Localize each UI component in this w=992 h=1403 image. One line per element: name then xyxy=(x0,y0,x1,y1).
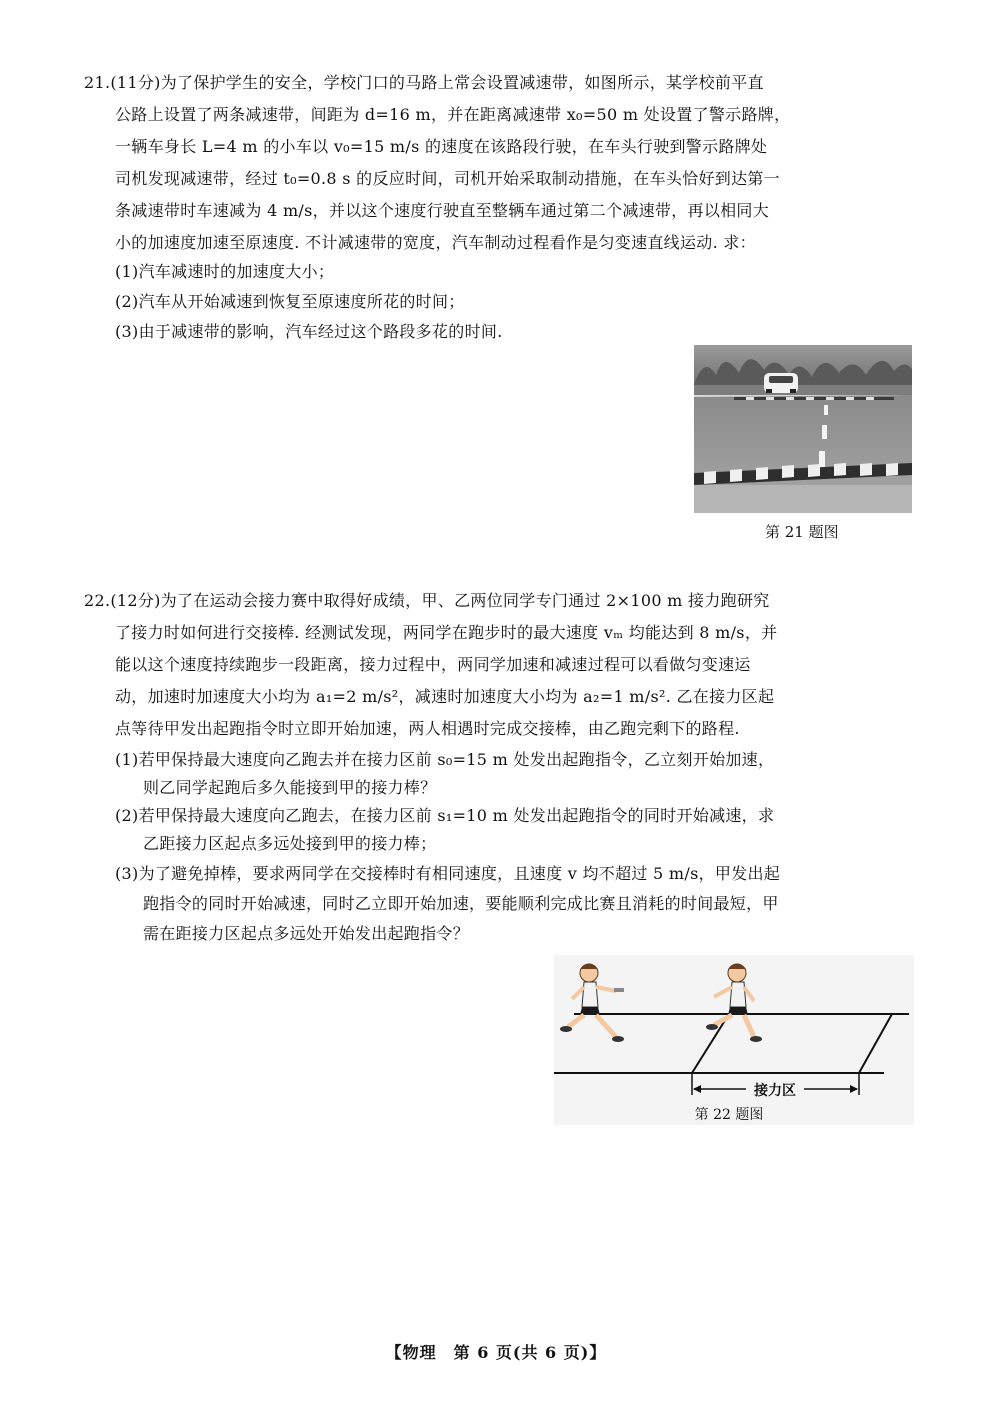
speed-bump-photo xyxy=(694,345,912,513)
q21-sub-1: (1)汽车减速时的加速度大小； xyxy=(115,262,335,281)
q22-sub-3: (3)为了避免掉棒，要求两同学在交接棒时有相同速度，且速度 v 均不超过 5 m/s，甲发出起 xyxy=(115,864,781,883)
relay-zone-label: 接力区 xyxy=(754,1083,796,1099)
q21-figure-caption: 第 21 题图 xyxy=(765,523,839,541)
q21-line-4: 司机发现减速带，经过 t₀=0.8 s 的反应时间，司机开始采取制动措施，在车头恰好到达第一 xyxy=(115,169,780,188)
page-footer: 【物理 第 6 页(共 6 页)】 xyxy=(385,1343,607,1362)
q22-sub-2-cont: 乙距接力区起点多远处接到甲的接力棒； xyxy=(143,834,437,853)
q21-line-3: 一辆车身长 L=4 m 的小车以 v₀=15 m/s 的速度在该路段行驶，在车头行驶到警示路牌处 xyxy=(115,137,768,156)
q21-line-5: 条减速带时车速减为 4 m/s，并以这个速度行驶直至整辆车通过第二个减速带，再以相同大 xyxy=(115,201,770,220)
relay-zone-figure xyxy=(554,955,914,1125)
q21-line-6: 小的加速度加速至原速度. 不计减速带的宽度，汽车制动过程看作是匀变速直线运动. 求： xyxy=(115,233,756,252)
q21-line-1: 21.(11分)为了保护学生的安全，学校门口的马路上常会设置减速带，如图所示，某学校前平直 xyxy=(84,73,764,92)
q21-line-2: 公路上设置了两条减速带，间距为 d=16 m，并在距离减速带 x₀=50 m 处设置了警示路牌， xyxy=(115,105,791,124)
q21-sub-2: (2)汽车从开始减速到恢复至原速度所花的时间； xyxy=(115,292,465,311)
q22-sub-3-cont-1: 跑指令的同时开始减速，同时乙立即开始加速，要能顺利完成比赛且消耗的时间最短，甲 xyxy=(143,894,779,913)
q22-line-4: 动，加速时加速度大小均为 a₁=2 m/s²，减速时加速度大小均为 a₂=1 m/s². 乙在接力区起 xyxy=(115,687,775,706)
q22-line-2: 了接力时如何进行交接棒. 经测试发现，两同学在跑步时的最大速度 vₘ 均能达到 8 m/s，并 xyxy=(115,623,778,642)
q22-sub-1-cont: 则乙同学起跑后多久能接到甲的接力棒？ xyxy=(143,778,437,797)
q22-sub-1: (1)若甲保持最大速度向乙跑去并在接力区前 s₀=15 m 处发出起跑指令，乙立刻开始加速， xyxy=(115,750,775,769)
q22-line-5: 点等待甲发出起跑指令时立即开始加速，两人相遇时完成交接棒，由乙跑完剩下的路程. xyxy=(115,719,740,738)
q22-sub-3-cont-2: 需在距接力区起点多远处开始发出起跑指令？ xyxy=(143,924,470,943)
q22-figure-caption: 第 22 题图 xyxy=(694,1107,764,1123)
q22-sub-2: (2)若甲保持最大速度向乙跑去，在接力区前 s₁=10 m 处发出起跑指令的同时开始减速，求 xyxy=(115,806,775,825)
q21-sub-3: (3)由于减速带的影响，汽车经过这个路段多花的时间. xyxy=(115,322,503,341)
q22-line-3: 能以这个速度持续跑步一段距离，接力过程中，两同学加速和减速过程可以看做匀变速运 xyxy=(115,655,751,674)
q22-line-1: 22.(12分)为了在运动会接力赛中取得好成绩，甲、乙两位同学专门通过 2×100 m 接力跑研究 xyxy=(84,591,770,610)
